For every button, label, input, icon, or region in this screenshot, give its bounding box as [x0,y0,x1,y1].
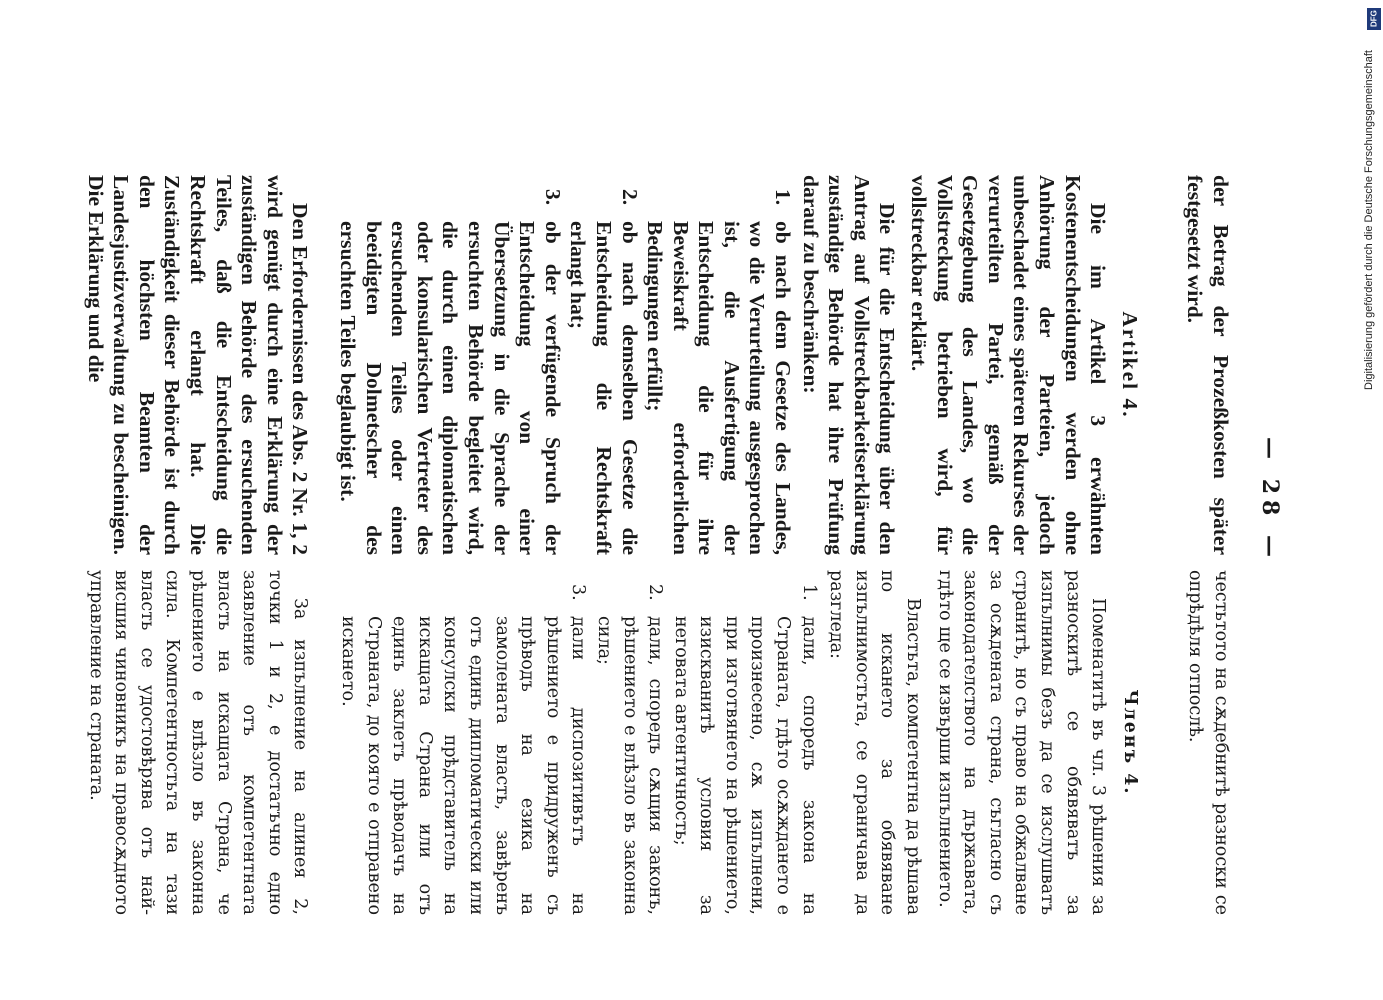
bulgarian-intro: честьтото на сѫдебнитѣ разноски се опрѣдѣля отпослѣ. [1185,570,1231,915]
bulgarian-column [82,570,1233,915]
german-column [82,175,1233,555]
german-paragraph-2: Die für die Entscheidung über den Antrag auf Vollstreckbarkeitserklärung zuständige Behörde hat ihre Prüfung darauf zu beschränken: [798,175,900,555]
german-intro: der Betrag der Prozeßkosten später festgesetzt wird. [1183,175,1233,555]
list-text: дали, споредъ сѫщия законъ, рѣшението е влѣзло въ законна сила; [593,616,666,915]
list-number: 1. [798,584,819,601]
list-number: 2. [617,189,642,206]
list-item [334,175,564,555]
list-number: 3. [568,584,589,601]
digitization-watermark: Digitalisierung gefördert durch die Deutsche Forschungsgemeinschaft [1363,50,1375,390]
list-number: 2. [645,584,666,601]
list-item [565,175,642,555]
list-item [590,570,667,915]
page-number: — 28 — [1257,437,1283,563]
list-number: 1. [771,189,796,206]
list-number: 3. [540,189,565,206]
list-text: дали, споредъ закона на Страната, гдѣто осѫждането е произнесено, сѫ изпълнени, при изготвянето на рѣшението, изискванитѣ условия за неговата автентичность; [670,616,819,915]
bulgarian-article-heading: Членъ 4. [1119,689,1140,796]
german-article-heading: Artikel 4. [1117,311,1142,419]
dfg-logo: DFG [1367,8,1381,30]
german-list [334,175,795,555]
bulgarian-paragraph-1: Поменатитѣ въ чл. 3 рѣшения за разноскитѣ се обявяватъ за изпълнимы безъ да се изслушватъ странитѣ, но съ право на обжалване за осѫдената страна, съгласно съ законодателството на държавата, гдѣто ще се извърши изпълнението. [934,570,1109,915]
list-text: дали диспозитивътъ на рѣшението е придруженъ съ прѣводъ на езика на замолената власть, завѣренъ отъ единъ дипломатически или консулски прѣдставитель на искащата Страна или отъ единъ заклетъ прѣводачъ на Страната, до която е отправено искането. [338,616,589,915]
list-text: ob nach demselben Gesetze die Entscheidung die Rechtskraft erlangt hat; [566,221,642,555]
list-item [667,570,821,915]
german-paragraph-3: Den Erfordernissen des Abs. 2 Nr. 1, 2 wird genügt durch eine Erklärung der zuständigen Behörde des ersuchenden Teiles, daß die Entscheidung die Rechtskraft erlangt hat. Die Zuständigkeit dieser Behörde ist durch den höchsten Beamten der Landesjustizverwaltung zu bescheinigen. Die Erklärung und die [83,175,313,555]
list-text: ob nach dem Gesetze des Landes, wo die Verurteilung ausgesprochen ist, die Ausfertigung der Entscheidung die für ihre Beweiskraft erforderlichen Bedingungen erfüllt; [643,221,796,555]
list-item [642,175,796,555]
german-paragraph-1: Die im Artikel 3 erwähnten Kostenentscheidungen werden ohne Anhörung der Parteien, jedoch unbeschadet eines späteren Rekurses der verurteilten Partei, gemäß der Gesetzgebung des Landes, wo die Vollstreckung betrieben wird, für vollstreckbar erklärt. [907,175,1111,555]
bulgarian-paragraph-2: Властьта, компетентна да рѣшава по искането за обявяване изпълнимостьта, се ограничава да разгледа: [826,570,924,915]
list-text: ob der verfügende Spruch der Entscheidung von einer Übersetzung in die Sprache der ersuchten Behörde begleitet wird, die durch einen diplomatischen oder konsularischen Vertreter des ersuchenden Teiles oder einen beeidigten Dolmetscher des ersuchten Teiles beglaubigt ist. [336,221,565,555]
bulgarian-list [334,570,820,915]
list-item [334,570,590,915]
bulgarian-paragraph-3: За изпълнение на алинея 2, точки 1 и 2, е достатъчно едно заявление отъ компетентната власть на искащата Страна, че рѣшението е влѣзло въ законна сила. Компетентностьта на тази власть се удостовѣрява отъ най-висшия чиновникъ на правосѫдното управление на страната. [85,570,311,915]
